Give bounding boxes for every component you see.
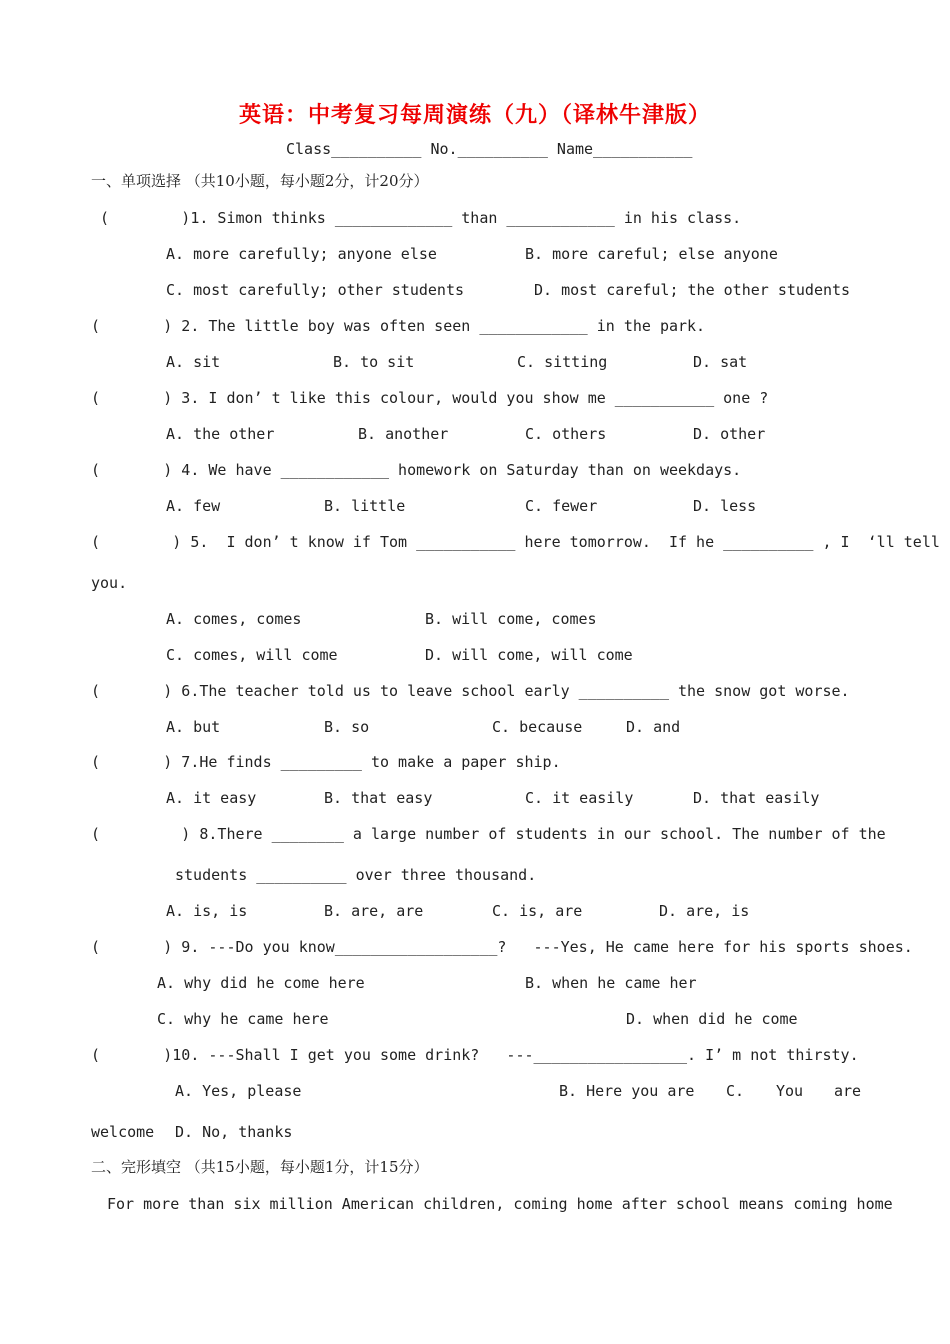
question-6-stem: ( ) 6.The teacher told us to leave school early __________ the snow got worse. [91,682,850,700]
question-2-option-b: B. to sit [333,353,415,371]
question-1-option-c: C. most carefully; other students [166,281,465,299]
question-1-option-a: A. more carefully; anyone else [166,245,437,263]
question-10-option-c-word2: are [834,1082,862,1100]
question-3-option-d: D. other [693,425,766,443]
question-3-option-a: A. the other [166,425,275,443]
question-2-option-a: A. sit [166,353,221,371]
question-4-stem: ( ) 4. We have ____________ homework on Saturday than on weekdays. [91,461,742,479]
question-7-option-d: D. that easily [693,789,820,807]
question-2-option-c: C. sitting [517,353,608,371]
section1-heading: 一、单项选择 （共10小题，每小题2分，计20分） [91,172,429,190]
question-6-option-c: C. because [492,718,583,736]
question-7-option-a: A. it easy [166,789,257,807]
exam-title: 英语：中考复习每周演练（九）（译林牛津版） [238,102,711,128]
question-8-option-a: A. is, is [166,902,248,920]
question-4-option-b: B. little [324,497,406,515]
question-1-option-b: B. more careful; else anyone [525,245,778,263]
question-7-stem: ( ) 7.He finds _________ to make a paper ship. [91,753,561,771]
question-3-option-c: C. others [525,425,607,443]
question-3-stem: ( ) 3. I don’ t like this colour, would you show me ___________ one ? [91,389,769,407]
question-4-option-c: C. fewer [525,497,598,515]
question-1-stem: ( )1. Simon thinks _____________ than ____________ in his class. [91,209,742,227]
cloze-passage-line-1: For more than six million American children, coming home after school means coming home [107,1195,893,1213]
question-5-stem: ( ) 5. I don’ t know if Tom ___________ here tomorrow. If he __________ , I ‘ll tell [91,533,940,551]
question-10-stem: ( )10. ---Shall I get you some drink? ---_________________. I’ m not thirsty. [91,1046,859,1064]
question-5-stem-continued: you. [91,574,128,592]
question-5-option-c: C. comes, will come [166,646,338,664]
question-4-option-a: A. few [166,497,221,515]
question-2-option-d: D. sat [693,353,748,371]
question-9-option-c: C. why he came here [157,1010,329,1028]
question-8-stem-continued: students __________ over three thousand. [175,866,537,884]
question-7-option-c: C. it easily [525,789,634,807]
question-9-option-d: D. when did he come [626,1010,798,1028]
question-10-option-a: A. Yes, please [175,1082,302,1100]
question-10-option-d: D. No, thanks [175,1123,293,1141]
question-9-option-b: B. when he came her [525,974,697,992]
question-10-option-c-word1: You [776,1082,804,1100]
question-6-option-a: A. but [166,718,221,736]
section2-heading: 二、完形填空 （共15小题，每小题1分，计15分） [91,1158,429,1176]
question-6-option-d: D. and [626,718,681,736]
question-7-option-b: B. that easy [324,789,433,807]
question-6-option-b: B. so [324,718,370,736]
question-2-stem: ( ) 2. The little boy was often seen ____________ in the park. [91,317,706,335]
question-5-option-d: D. will come, will come [425,646,633,664]
question-1-option-d: D. most careful; the other students [534,281,851,299]
question-8-option-c: C. is, are [492,902,583,920]
question-5-option-a: A. comes, comes [166,610,302,628]
question-5-option-b: B. will come, comes [425,610,597,628]
header-fields: Class__________ No.__________ Name___________ [286,140,693,158]
question-10-option-c-label: C. [726,1082,745,1100]
question-10-option-c-continued: welcome [91,1123,155,1141]
question-9-option-a: A. why did he come here [157,974,365,992]
question-8-option-b: B. are, are [324,902,424,920]
question-3-option-b: B. another [358,425,449,443]
question-4-option-d: D. less [693,497,757,515]
question-10-option-b: B. Here you are [559,1082,695,1100]
question-9-stem: ( ) 9. ---Do you know__________________? ---Yes, He came here for his sports shoes. [91,938,913,956]
question-8-option-d: D. are, is [659,902,750,920]
question-8-stem: ( ) 8.There ________ a large number of students in our school. The number of the [91,825,886,843]
